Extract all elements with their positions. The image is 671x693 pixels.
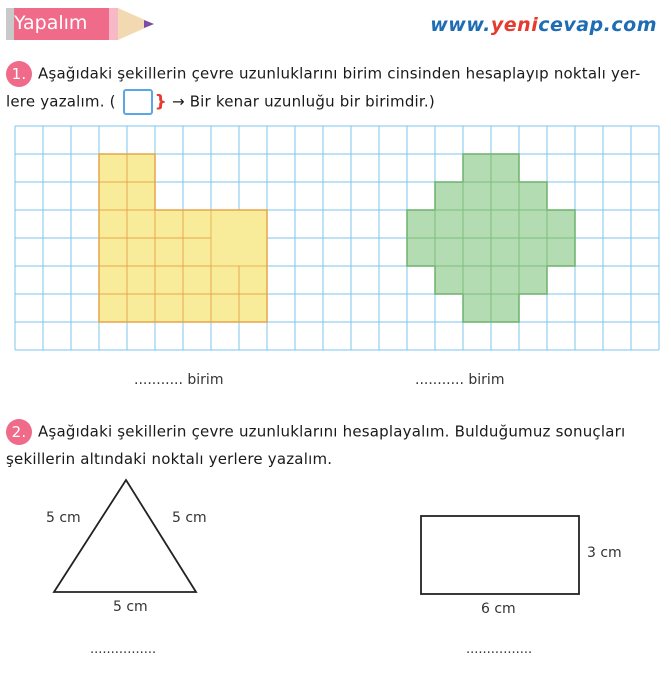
answer-right-shape: ........... birim [415,372,505,388]
rectangle-width-label: 6 cm [481,601,516,617]
site-prefix: www. [430,14,491,36]
rectangle-answer-dots: ................ [466,642,533,657]
answer-left-shape: ........... birim [134,372,224,388]
triangle-answer-dots: ................ [90,642,157,657]
question2-line1 [6,419,625,445]
site-suffix: cevap.com [538,14,657,36]
question2-number: 2. [6,419,32,445]
triangle-right-side-label: 5 cm [172,510,207,526]
brace-icon: } [154,92,167,112]
triangle-left-side-label: 5 cm [46,510,81,526]
question2-text1: Aşağıdaki şekillerin çevre uzunluklarını hesaplayalım. Bulduğumuz sonuçları [38,422,626,441]
triangle-shape [54,480,196,592]
question2-line2: şekillerin altındaki noktalı yerlere yazalım. [6,450,333,468]
rectangle-shape [421,516,579,594]
question1-text2a: lere yazalım. ( [6,92,116,111]
question1-number: 1. [6,61,32,87]
triangle-bottom-side-label: 5 cm [113,599,148,615]
rectangle-height-label: 3 cm [587,545,622,561]
question1-text1: Aşağıdaki şekillerin çevre uzunluklarını birim cinsinden hesaplayıp noktalı yer- [38,64,641,83]
cross-shape [407,154,575,322]
question1-text2b: → Bir kenar uzunluğu bir birimdir.) [171,92,435,111]
site-brand: yeni [490,14,539,36]
section-label: Yapalım [14,12,88,34]
